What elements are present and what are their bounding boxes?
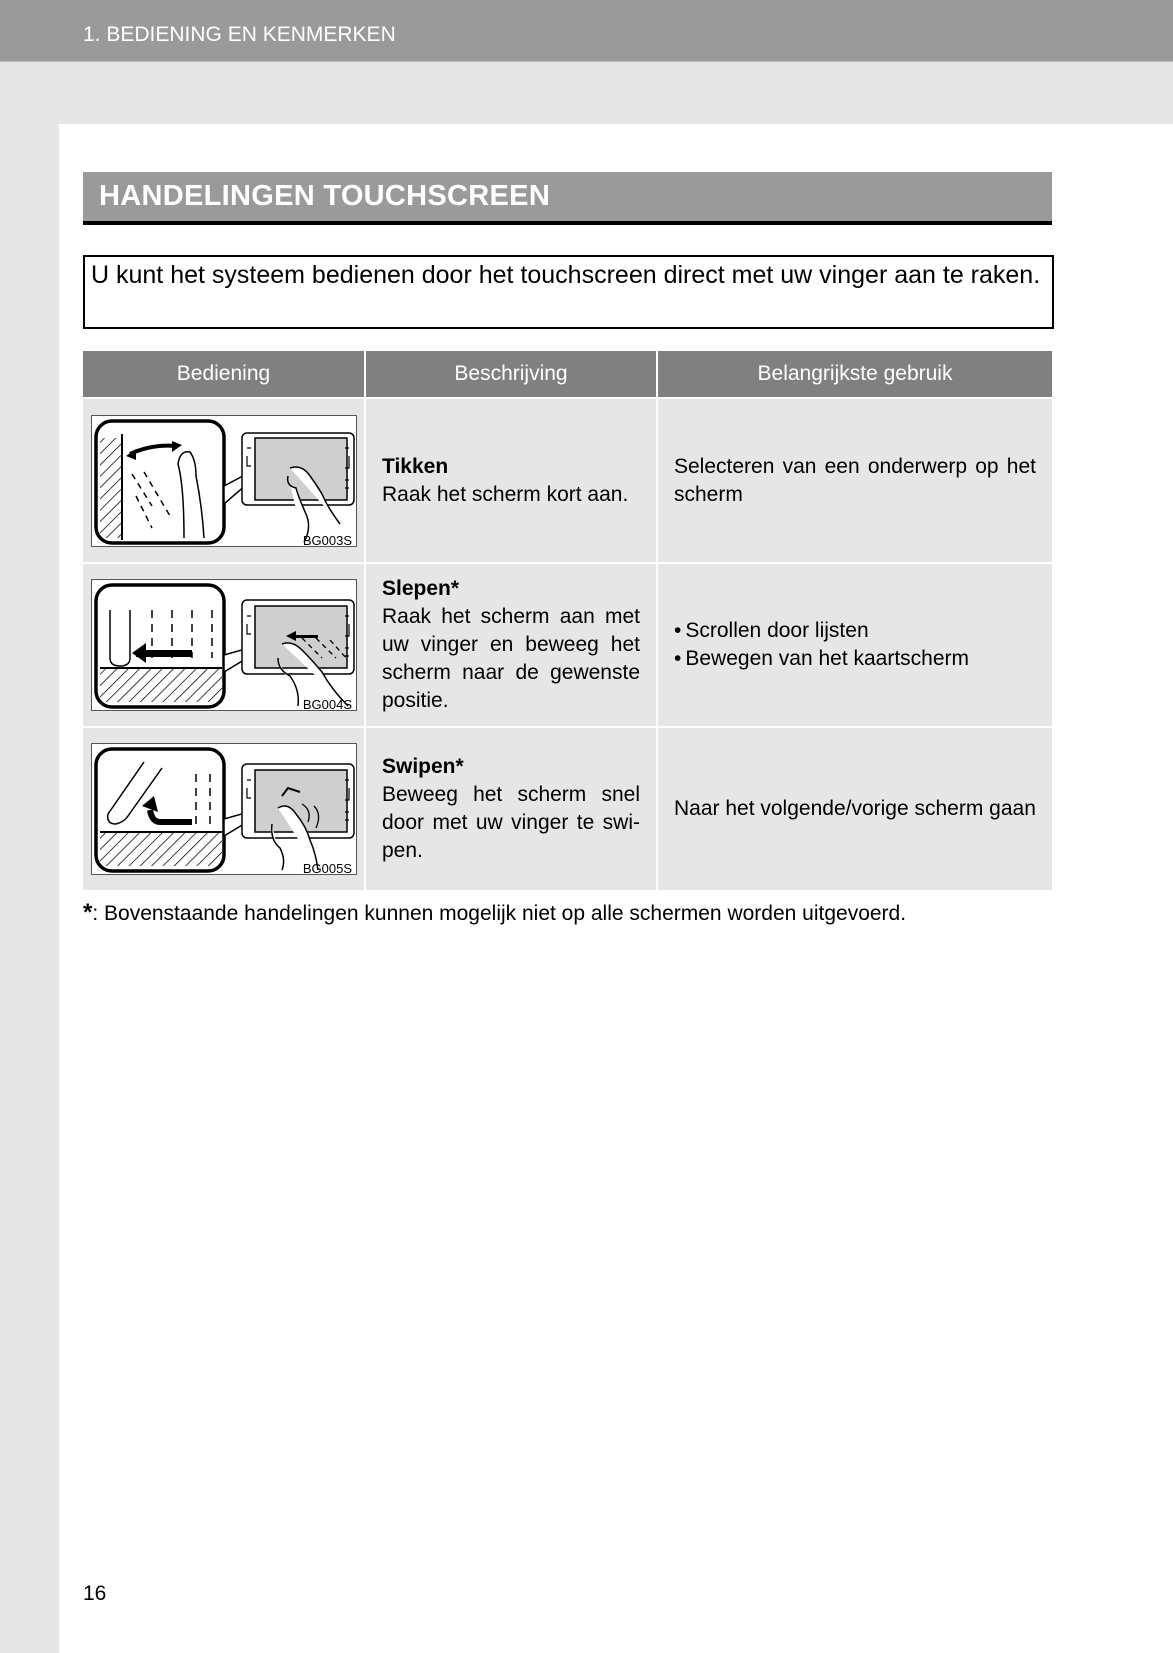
tap-gesture-icon: [92, 416, 358, 548]
illustration-cell: [83, 398, 365, 563]
intro-box: [83, 255, 1054, 329]
table-row: [83, 563, 1052, 727]
page-number: 16: [83, 1582, 107, 1605]
usage-cell: [657, 727, 1052, 890]
description-cell: [365, 398, 657, 563]
gesture-name: Slepen*: [382, 577, 460, 600]
drag-gesture-illustration: [91, 579, 357, 711]
table-row: [83, 398, 1052, 563]
usage-list: [674, 617, 1036, 673]
svg-text:BG003S: BG003S: [302, 532, 352, 548]
table-header-row: [83, 351, 1052, 398]
gesture-name: Swipen*: [382, 755, 464, 778]
tap-gesture-illustration: [91, 415, 357, 547]
gesture-description: Raak het scherm aan met uw vinger en beweeg het scherm naar de gewenste positie.: [382, 605, 640, 712]
section-title-bar: [83, 172, 1052, 225]
illustration-cell: [83, 727, 365, 890]
column-header-beschrijving: Beschrijving: [365, 351, 657, 398]
chapter-title: 1. BEDIENING EN KENMERKEN: [83, 23, 396, 46]
section-title: HANDELINGEN TOUCHSCREEN: [99, 180, 551, 212]
usage-text: Selecteren van een onderwerp op het scherm: [674, 454, 1036, 506]
illustration-cell: [83, 563, 365, 727]
svg-text:BG004S: BG004S: [302, 697, 352, 712]
intro-text: U kunt het systeem bedienen door het touchscreen direct met uw vinger aan te raken.: [91, 261, 1041, 289]
swipe-gesture-icon: [92, 744, 358, 876]
usage-text: Naar het volgende/vorige scherm gaan: [674, 797, 1036, 820]
usage-cell: [657, 563, 1052, 727]
drag-gesture-icon: [92, 580, 358, 712]
swipe-gesture-illustration: [91, 743, 357, 875]
usage-cell: [657, 398, 1052, 563]
description-cell: [365, 563, 657, 727]
table-row: [83, 727, 1052, 890]
gesture-description: Beweeg het scherm snel door met uw vinger te swi-pen.: [382, 783, 640, 862]
touchscreen-operations-table: [83, 351, 1052, 890]
usage-list-item: • Scrollen door lijsten: [674, 617, 1036, 645]
chapter-header-band: [0, 0, 1173, 62]
footnote: [83, 899, 906, 927]
svg-text:BG005S: BG005S: [302, 861, 352, 876]
column-header-gebruik: Belangrijkste gebruik: [657, 351, 1052, 398]
footnote-text: : Bovenstaande handelingen kunnen mogelijk niet op alle schermen worden uitgevoerd.: [92, 902, 907, 925]
gesture-description: Raak het scherm kort aan.: [382, 482, 629, 506]
column-header-bediening: Bediening: [83, 351, 365, 398]
usage-list-item: • Bewegen van het kaartscherm: [674, 645, 1036, 673]
description-cell: [365, 727, 657, 890]
gesture-name: Tikken: [382, 454, 449, 478]
footnote-marker: *: [83, 899, 93, 926]
